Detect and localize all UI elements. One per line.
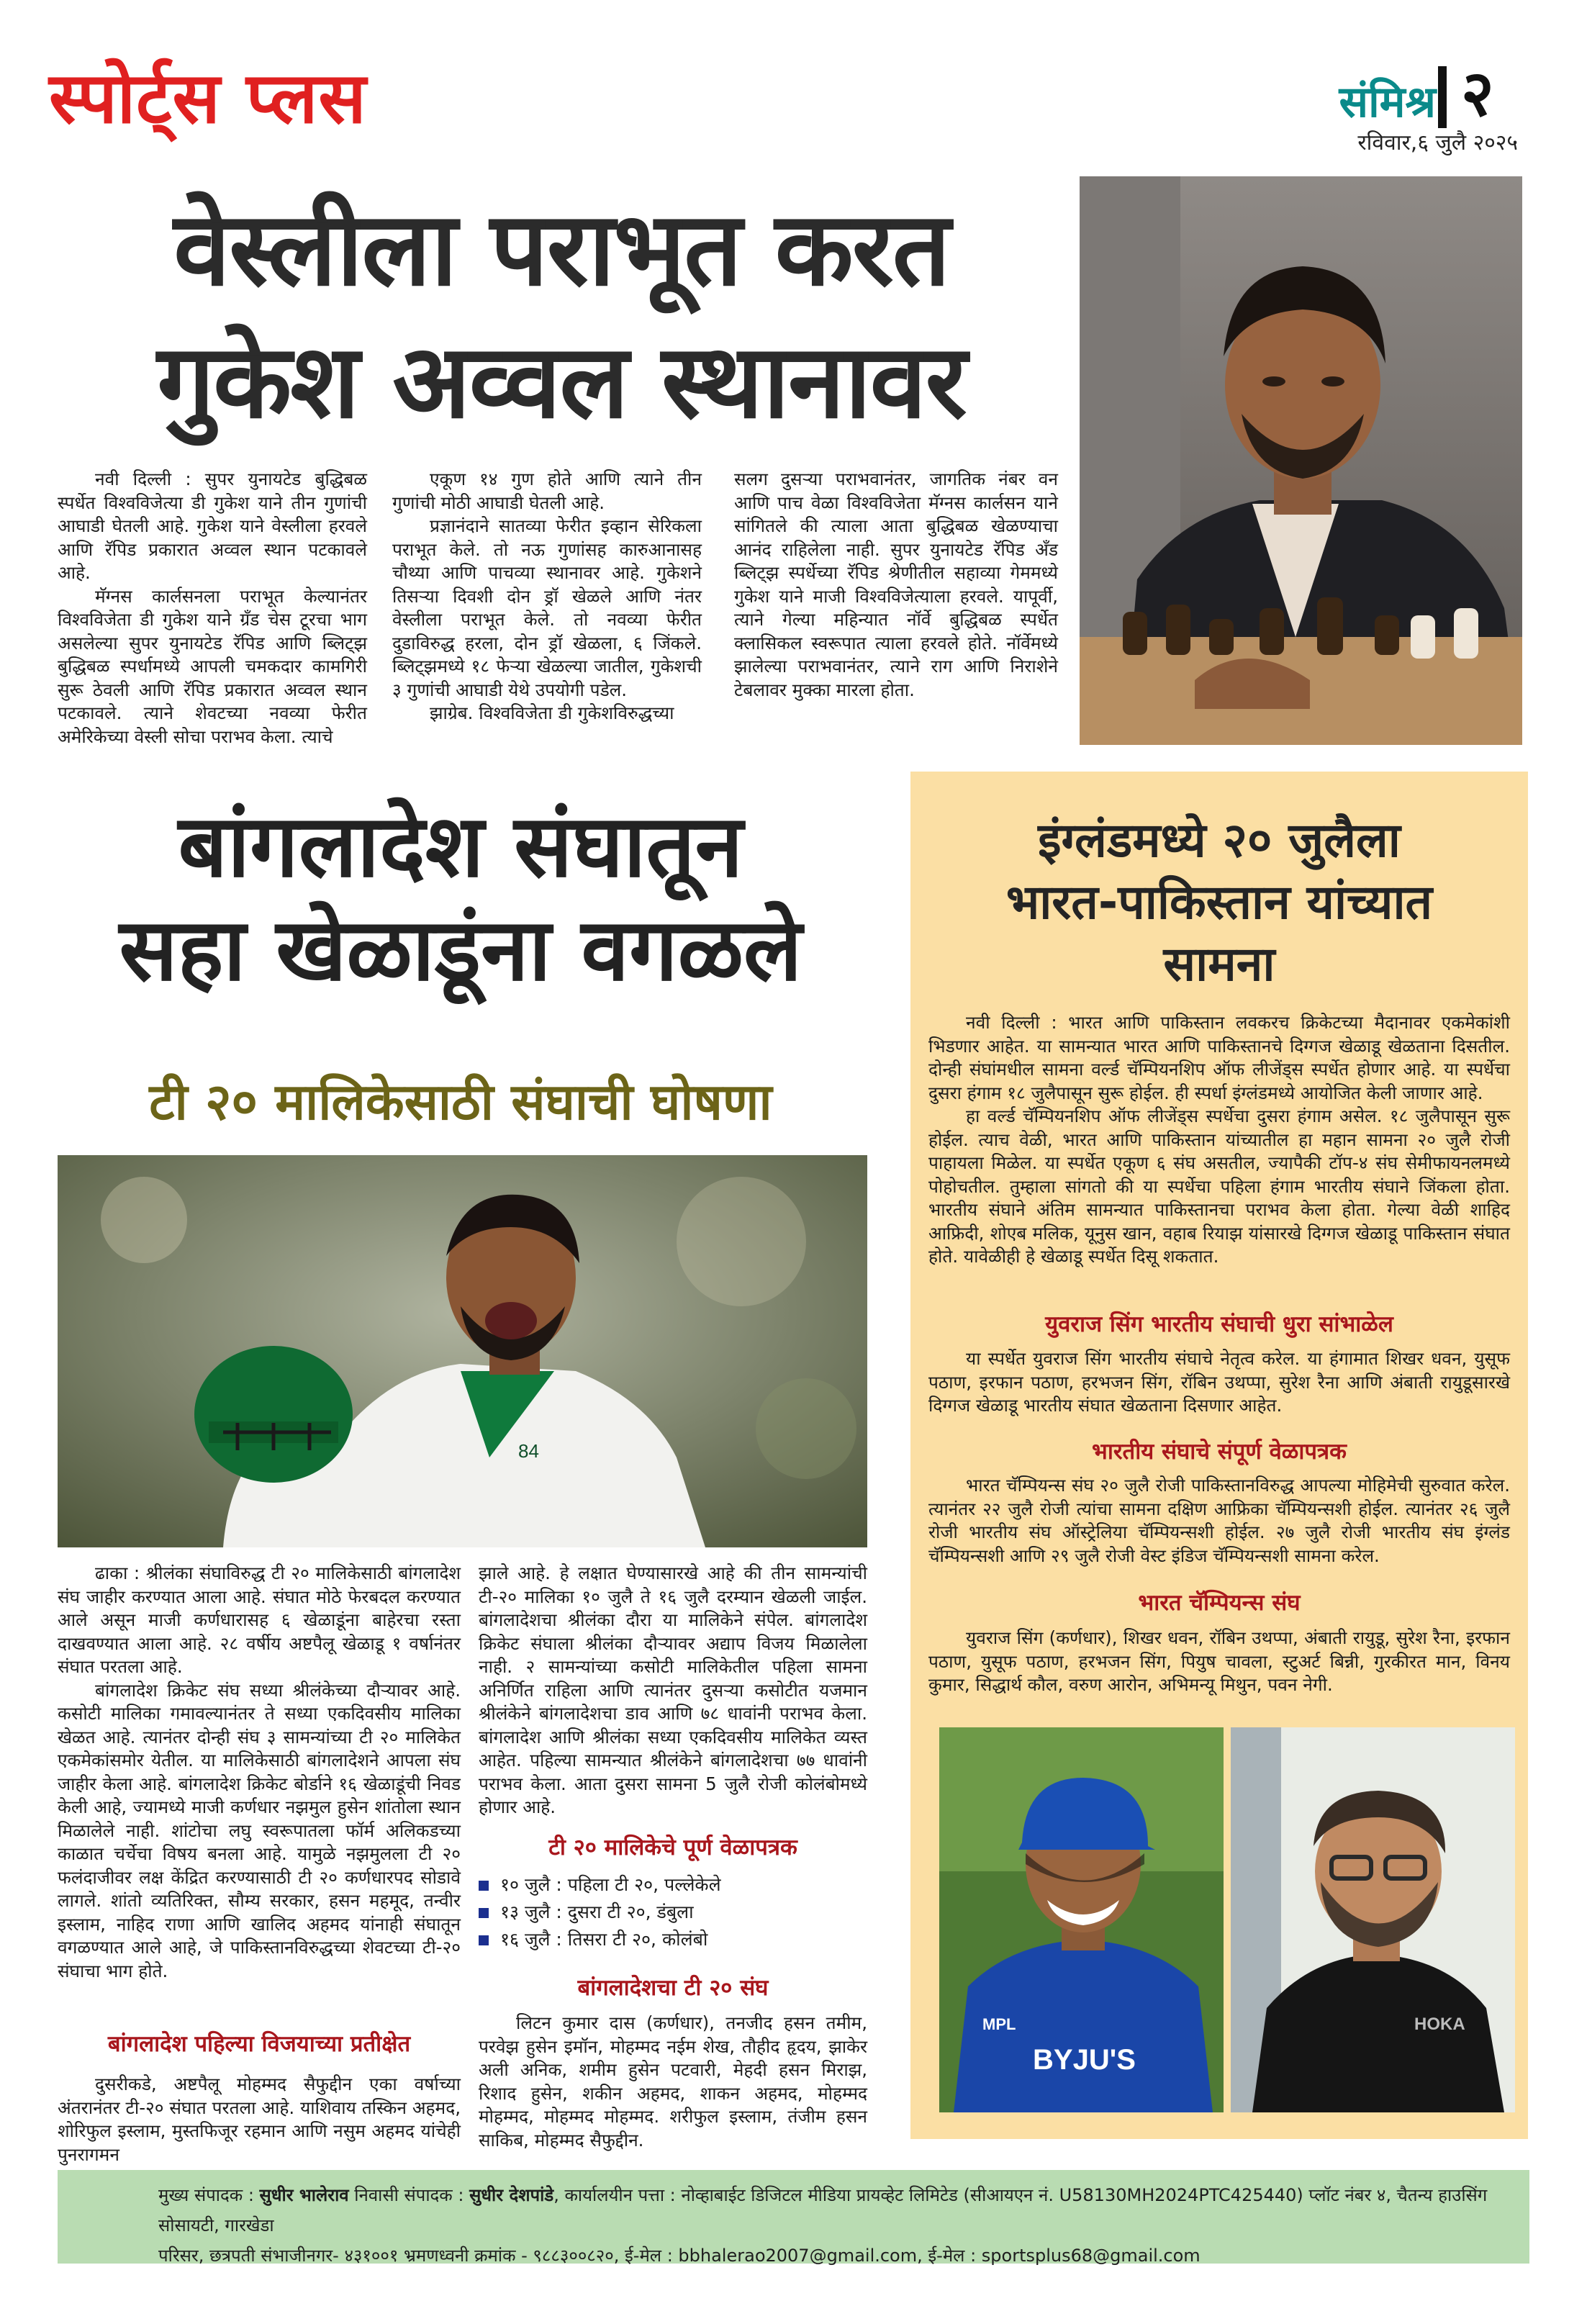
gukesh-photo-art (1080, 176, 1522, 745)
story3-para-3 (928, 1627, 1510, 1697)
cricketer-photo (58, 1155, 867, 1547)
bullet-icon (479, 1908, 489, 1918)
story2-col1-tail-para: दुसरीकडे, अष्टपैलू मोहम्मद सैफुद्दीन एका वर्षाच्या अंतरानंतर टी-२० संघात परतला आहे. याशिवाय तस्किन अहमद, शोरिफुल इस्लाम, मुस्तफिजूर रहमान आणि नसुम अहमद यांचेही पुनरागमन (58, 2074, 461, 2165)
story1-col1-para1: नवी दिल्ली : सुपर युनायटेड बुद्धिबळ स्पर्धेत विश्वविजेत्या डी गुकेश याने तीन गुणांची आघाडी घेतली आहे. गुकेश याने वेस्लीला हरवले आणि रॅपिड प्रकारात अव्वल स्थान पटकावले आहे. (58, 469, 367, 583)
schedule-item-text: १० जुलै : पहिला टी २०, पल्लेकेले (500, 1874, 721, 1895)
story3-para1-text: या स्पर्धेत युवराज सिंग भारतीय संघाचे नेतृत्व करेल. या हंगामात शिखर धवन, युसूफ पठाण, इरफान पठाण, हरभजन सिंग, रॉबिन उथप्पा, सुरेश रैना आणि अंबाती रायुडूसारखे दिग्गज खेळाडू भारतीय संघात खेळताना दिसणार आहेत. (928, 1348, 1510, 1416)
story3-body-para2: हा वर्ल्ड चॅम्पियनशिप ऑफ लीजेंड्स स्पर्धेचा दुसरा हंगाम असेल. १८ जुलैपासून सुरू होईल. त्याच वेळी, भारत आणि पाकिस्तान यांच्यातील हा महान सामना २० जुलै रोजी पाहायला मिळेल. या स्पर्धेत एकूण ६ संघ असतील, ज्यापैकी टॉप-४ संघ सेमीफायनलमध्ये पोहोचतील. तुम्हाला सांगतो की या स्पर्धेचा पहिला हंगाम भारतीय संघाने जिंकला होता. भारतीय संघाने अंतिम सामन्यात पाकिस्तानचा पराभव केला होता. गेल्या वेळी शाहिद आफ्रिदी, शोएब मलिक, यूनुस खान, वहाब रियाझ यांसारखे दिग्गज खेळाडू पाकिस्तान संघात होते. यावेळीही हे खेळाडू स्पर्धेत दिसू शकतात. (928, 1106, 1510, 1267)
story2-col1-para1: ढाका : श्रीलंका संघाविरुद्ध टी २० मालिकेसाठी बांगलादेश संघ जाहीर करण्यात आला आहे. संघात मोठे फेरबदल करण्यात आले असून माजी कर्णधारासह ६ खेळाडूंना बाहेरचा रस्ता दाखवण्यात आला आहे. २८ वर्षीय अष्टपैलू खेळाडू १ वर्षानंतर संघात परतला आहे. (58, 1563, 461, 1677)
chief-editor-name: सुधीर भालेराव (259, 2185, 349, 2205)
bangladesh-squad (479, 2012, 867, 2152)
masthead-separator (1438, 66, 1447, 128)
story3-headline-line2: भारत-पाकिस्तान यांच्यात (1005, 874, 1433, 930)
story1-column-2 (392, 468, 702, 725)
afridi-photo (1231, 1727, 1515, 2112)
cricketer-photo-art (58, 1155, 867, 1547)
story3-para-2 (928, 1474, 1510, 1568)
schedule-item-text: १६ जुलै : तिसरा टी २०, कोलंबो (500, 1929, 708, 1950)
schedule-item (479, 1871, 867, 1899)
imprint-footer (58, 2170, 1529, 2264)
schedule-item (479, 1926, 867, 1953)
story3-subhead-3: भारत चॅम्पियन्स संघ (1138, 1590, 1301, 1616)
story2-column-2 (479, 1562, 867, 1819)
masthead-title: स्पोर्ट्स प्लस (49, 57, 367, 140)
story1-col1-para2: मॅग्नस कार्लसनला पराभूत केल्यानंतर विश्वविजेता डी गुकेश याने ग्रँड चेस टूरचा भाग असलेल्या सुपर युनायटेड रॅपिड आणि ब्लिट्झ बुद्धिबळ स्पर्धामध्ये आपली चमकदार कामगिरी सुरू ठेवली आणि रॅपिड प्रकारात अव्वल स्थान पटकावले. त्याने शेवटच्या नवव्या फेरीत अमेरिकेच्या वेस्ली सोचा पराभव केला. त्याचे (58, 585, 367, 747)
story3-body-para1: नवी दिल्ली : भारत आणि पाकिस्तान लवकरच क्रिकेटच्या मैदानावर एकमेकांशी भिडणार आहेत. या सामन्यात भारत आणि पाकिस्तानचे दिग्गज खेळाडू खेळताना दिसतील. दोन्ही संघांमधील सामना वर्ल्ड चॅम्पियनशिप ऑफ लीजेंड्स स्पर्धेत होणार आहे. या स्पर्धेचा दुसरा हंगाम १८ जुलैपासून सुरू होईल. ही स्पर्धा इंग्लंडमध्ये आयोजित केली जाणार आहे. (928, 1012, 1510, 1103)
story1-col2-para3: झाग्रेब. विश्वविजेता डी गुकेशविरुद्धच्या (430, 702, 674, 723)
story2-headline-line2: सहा खेळाडूंना वगळले (119, 900, 802, 1000)
story3-headline-line3: सामना (1163, 936, 1275, 992)
story1-headline-line2: गुकेश अव्वल स्थानावर (157, 322, 966, 441)
story2-col1-para2: बांगलादेश क्रिकेट संघ सध्या श्रीलंकेच्या दौऱ्यावर आहे. कसोटी मालिका गमावल्यानंतर ते सध्या एकदिवसीय मालिका खेळत आहे. त्यानंतर दोन्ही संघ ३ सामन्यांच्या टी २० मालिकेत एकमेकांसमोर येतील. या मालिकेसाठी बांगलादेशने आपला संघ जाहीर केला आहे. बांगलादेश क्रिकेट बोर्डाने १६ खेळाडूंची निवड केली आहे, ज्यामध्ये माजी कर्णधार नझमुल हुसेन शांतोला स्थान मिळालेले नाही. शांटोचा लघु स्वरूपातला फॉर्म अलिकडच्या काळात चर्चेचा विषय बनला आहे. यामुळे नझमुलला टी २० फलंदाजीवर लक्ष केंद्रित करण्यासाठी टी २० कर्णधारपद सोडावे लागले. शांतो व्यतिरिक्त, सौम्य सरकार, हसन महमूद, तन्वीर इस्लाम, नाहिद राणा आणि खालिद अहमद यांनाही संघातून वगळण्यात आले आहे, जे पाकिस्तानविरुद्धच्या शेवटच्या टी-२० संघाचा भाग होते. (58, 1679, 461, 1981)
jacket-brand: HOKA (1414, 2015, 1465, 2034)
issue-date: रविवार,६ जुलै २०२५ (1357, 130, 1518, 155)
section-name: संमिश्र (1339, 77, 1436, 127)
story3-headline (928, 810, 1510, 995)
shirt-number: 84 (518, 1440, 539, 1462)
jersey-sponsor: BYJU'S (1033, 2044, 1136, 2076)
chief-editor-label: मुख्य संपादक : (158, 2185, 254, 2205)
resident-editor-label: निवासी संपादक : (354, 2185, 464, 2205)
story1-column-3 (734, 468, 1058, 702)
story3-para3-text: युवराज सिंग (कर्णधार), शिखर धवन, रॉबिन उथप्पा, अंबाती रायुडू, सुरेश रैना, इरफान पठाण, युसूफ पठाण, हरभजन सिंग, पियुष चावला, स्टुअर्ट बिन्नी, गुरकीरत मान, विनय कुमार, सिद्धार्थ कौल, वरुण आरोन, अभिमन्यू मिथुन, पवन नेगी. (928, 1627, 1510, 1695)
resident-editor-name: सुधीर देशपांडे (469, 2185, 554, 2205)
schedule-item-text: १३ जुलै : दुसरा टी २०, डंबुला (500, 1902, 694, 1922)
story2-col2-para1: झाले आहे. हे लक्षात घेण्यासारखे आहे की तीन सामन्यांची टी-२० मालिका १० जुलै ते १६ जुलै दरम्यान खेळली जाईल. बांगलादेशचा श्रीलंका दौरा या मालिकेने संपेल. बांगलादेश क्रिकेट संघाला श्रीलंका दौऱ्यावर अद्याप विजय मिळालेला नाही. २ सामन्यांच्या कसोटी मालिकेतील पहिला सामना अनिर्णित राहिला आणि त्यानंतर दुसऱ्या कसोटीत यजमान श्रीलंकेने बांगलादेशचा डाव आणि ७८ धावांनी पराभव केला. बांगलादेश आणि श्रीलंका सध्या एकदिवसीय मालिकेत व्यस्त आहेत. पहिल्या सामन्यात श्रीलंकेने बांगलादेशचा ७७ धावांनी पराभव केला. आता दुसरा सामना 5 जुलै रोजी कोलंबोमध्ये होणार आहे. (479, 1563, 867, 1817)
story1-headline (58, 184, 1065, 448)
story2-headline-line1: बांगलादेश संघातून (178, 797, 743, 897)
gukesh-photo (1080, 176, 1522, 745)
story2-headline (50, 795, 871, 1003)
bangladesh-squad-text: लिटन कुमार दास (कर्णधार), तनजीद हसन तमीम, परवेझ हुसेन इमॉन, मोहम्मद नईम शेख, तौहीद हृदय, झाकेर अली अनिक, शमीम हुसेन पटवारी, मेहदी हसन मिराझ, रिशाद हुसेन, शकीन अहमद, शाकन अहमद, मोहम्मद मोहम्मद, मोहम्मद मोहम्मद. शरीफुल इस्लाम, तंजीम हसन साकिब, मोहम्मद सैफुद्दीन. (479, 2012, 867, 2151)
story1-headline-line1: वेस्लीला पराभूत करत (173, 190, 949, 309)
afridi-photo-art (1231, 1727, 1515, 2112)
story3-subhead-1: युवराज सिंग भारतीय संघाची धुरा सांभाळेल (1045, 1311, 1393, 1337)
story2-deck: टी २० मालिकेसाठी संघाची घोषणा (149, 1072, 772, 1131)
story2-subhead-2: टी २० मालिकेचे पूर्ण वेळापत्रक (548, 1835, 797, 1860)
story1-col3-para1: सलग दुसऱ्या पराभवानंतर, जागतिक नंबर वन आणि पाच वेळा विश्वविजेता मॅग्नस कार्लसन याने सांगितले की त्याला आता बुद्धिबळ खेळण्याचा आनंद राहिलेला नाही. सुपर युनायटेड रॅपिड अँड ब्लिट्झ स्पर्धेच्या रॅपिड श्रेणीतील सहाव्या गेममध्ये गुकेश याने माजी विश्वविजेत्याला हरवले. यापूर्वी, त्याने गेल्या महिन्यात नॉर्वे बुद्धिबळ स्पर्धेत क्लासिकल स्वरूपात त्याला हरवले होते. नॉर्वेमध्ये झालेल्या पराभवानंतर, त्याने राग आणि निराशेने टेबलावर मुक्का मारला होता. (734, 469, 1058, 700)
story1-column-1 (58, 468, 367, 749)
story1-col2-para1: एकूण १४ गुण होते आणि त्याने तीन गुणांची मोठी आघाडी घेतली आहे. (392, 469, 702, 513)
dhawan-photo (939, 1727, 1224, 2112)
story2-column-1-tail (58, 2073, 461, 2166)
story3-headline-line1: इंग्लंडमध्ये २० जुलैला (1038, 813, 1401, 868)
story2-column-1 (58, 1562, 461, 1983)
schedule-item (479, 1899, 867, 1926)
office-address: , कार्यालयीन पत्ता : नोव्हाबाईट डिजिटल मीडिया प्रायव्हेट लिमिटेड (सीआयएन नं. U58130MH2024PTC425440) प्लॉट नंबर ४, चैतन्य हाउसिंग सोसायटी, गारखेडा (158, 2185, 1488, 2235)
jersey-brand: MPL (982, 2015, 1016, 2033)
t20-schedule-list (479, 1871, 867, 1953)
story3-para2-text: भारत चॅम्पियन्स संघ २० जुलै रोजी पाकिस्तानविरुद्ध आपल्या मोहिमेची सुरुवात करेल. त्यानंतर २२ जुलै रोजी त्यांचा सामना दक्षिण आफ्रिका चॅम्पियन्सशी होईल. त्यानंतर २६ जुलै रोजी भारतीय संघ ऑस्ट्रेलिया चॅम्पियन्सशी होईल. २७ जुलै रोजी भारतीय संघ इंग्लंड चॅम्पियन्सशी आणि २९ जुलै रोजी वेस्ट इंडिज चॅम्पियन्सशी सामना करेल. (928, 1475, 1510, 1566)
story3-body (928, 1011, 1510, 1269)
bullet-icon (479, 1881, 489, 1891)
imprint-line-1 (158, 2180, 1508, 2241)
story3-para-1 (928, 1347, 1510, 1418)
story1-col2-para2: प्रज्ञानंदाने सातव्या फेरीत इव्हान सेरिकला पराभूत केले. तो नऊ गुणांसह कारुआनासह चौथ्या आणि पाचव्या स्थानावर आहे. गुकेशने तिसऱ्या दिवशी दोन ड्रॉ खेळले आणि नंतर वेस्लीला पराभूत केले. तो नवव्या फेरीत दुडाविरुद्ध हरला, दोन ड्रॉ खेळला, ६ जिंकले. ब्लिट्झमध्ये १८ फेऱ्या खेळल्या जातील, गुकेशची ३ गुणांची आघाडी येथे उपयोगी पडेल. (392, 515, 702, 700)
story2-subhead-1: बांगलादेश पहिल्या विजयाच्या प्रतीक्षेत (107, 2031, 411, 2057)
page-number: २ (1461, 56, 1494, 130)
imprint-line-2: परिसर, छत्रपती संभाजीनगर- ४३१००१ भ्रमणध्वनी क्रमांक - ९८८३००८२०, ई-मेल : bbhalerao2007@gmail.com, ई-मेल : sportsplus68@gmail.com (158, 2246, 1201, 2266)
dhawan-photo-art (939, 1727, 1224, 2112)
bullet-icon (479, 1935, 489, 1945)
story2-subhead-3: बांगलादेशचा टी २० संघ (577, 1975, 769, 2001)
story3-subhead-2: भारतीय संघाचे संपूर्ण वेळापत्रक (1092, 1439, 1347, 1465)
